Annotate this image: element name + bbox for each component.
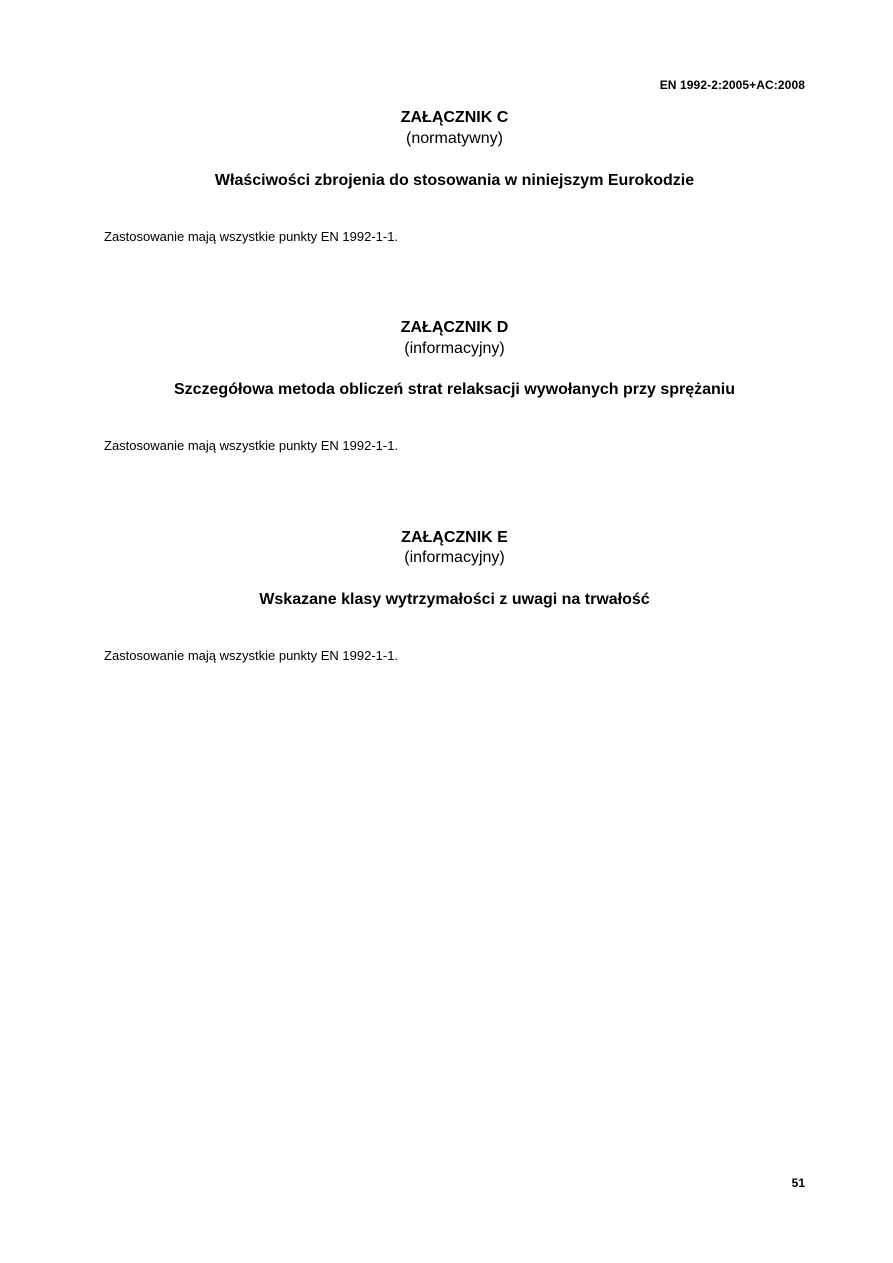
annex-heading: Wskazane klasy wytrzymałości z uwagi na trwałość [259,591,650,608]
annex-heading: Szczegółowa metoda obliczeń strat relaksacji wywołanych przy sprężaniu [173,381,736,398]
annex-type: (normatywny) [406,130,503,147]
annex-body: Zastosowanie mają wszystkie punkty EN 1992-1-1. [104,648,399,663]
page-number: 51 [791,1176,805,1190]
annex-title: ZAŁĄCZNIK D [400,319,509,336]
annex-title: ZAŁĄCZNIK E [401,529,508,546]
document-id: EN 1992-2:2005+AC:2008 [659,78,805,92]
annex-title: ZAŁĄCZNIK C [400,109,509,126]
annex-body: Zastosowanie mają wszystkie punkty EN 1992-1-1. [104,438,399,453]
annex-heading: Właściwości zbrojenia do stosowania w niniejszym Eurokodzie [214,172,695,189]
annex-body: Zastosowanie mają wszystkie punkty EN 1992-1-1. [104,229,399,244]
annex-type: (informacyjny) [404,340,505,357]
annex-type: (informacyjny) [404,549,505,566]
